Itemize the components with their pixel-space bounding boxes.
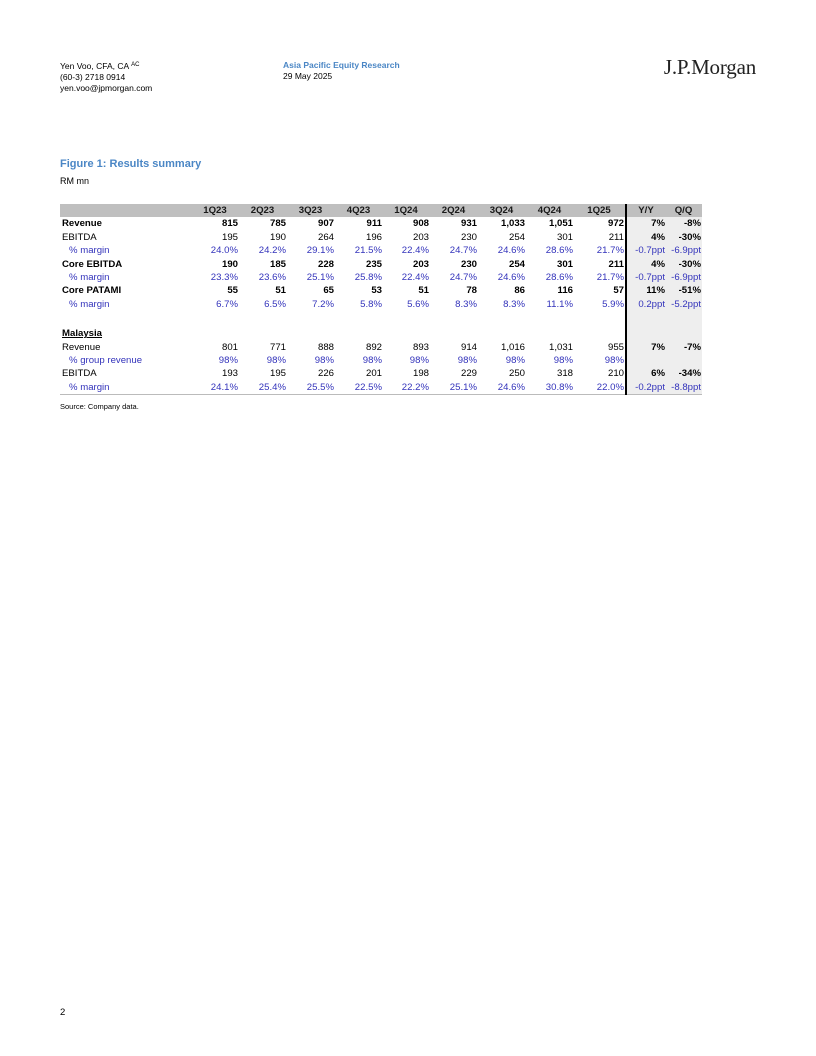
table-cell: -0.7ppt [626, 271, 666, 284]
table-cell: 21.7% [596, 272, 624, 284]
table-cell: 5.8% [360, 298, 382, 310]
table-cell: 57 [613, 285, 624, 297]
table-cell: 98% [266, 355, 286, 367]
table-cell: 98% [505, 355, 525, 367]
spacer-cell [383, 327, 430, 340]
table-cell [666, 354, 702, 367]
table-cell: 11.1% [546, 298, 573, 310]
table-row [60, 367, 702, 380]
table-cell [626, 354, 666, 367]
table-body [60, 217, 702, 394]
table-cell: 24.6% [497, 245, 525, 257]
table-cell: 98% [409, 355, 429, 367]
table-cell: 1,016 [500, 341, 525, 353]
table-cell: 21.7% [596, 245, 624, 257]
table-cell: 86 [514, 285, 525, 297]
row-label: Revenue [62, 218, 102, 230]
table-cell: 196 [365, 231, 382, 243]
table-row [60, 258, 702, 271]
row-label: % group revenue [69, 355, 143, 367]
spacer-cell [239, 311, 287, 327]
table-cell: -5.2ppt [666, 298, 702, 311]
table-cell: 955 [607, 341, 624, 353]
section-header-row [60, 327, 702, 340]
spacer-cell [666, 311, 702, 327]
table-cell: 4% [626, 231, 666, 244]
spacer-cell [383, 311, 430, 327]
table-cell: 25.1% [430, 381, 478, 395]
spacer-cell [430, 311, 478, 327]
spacer-cell [574, 311, 626, 327]
header-label-cell [60, 204, 192, 217]
table-cell: -51% [666, 284, 702, 297]
table-cell: 25.1% [306, 272, 334, 284]
table-cell: 6.7% [216, 298, 238, 310]
table-cell: -30% [666, 258, 702, 271]
table-cell: 301 [556, 231, 573, 243]
table-cell: 203 [412, 231, 429, 243]
spacer-cell [526, 327, 574, 340]
table-cell: 254 [508, 258, 525, 270]
table-cell: 911 [366, 218, 382, 230]
table-cell: 98% [314, 355, 334, 367]
table-cell: 11% [626, 284, 666, 297]
spacer-cell [287, 311, 335, 327]
table-cell: 21.5% [354, 245, 382, 257]
table-cell: 228 [317, 258, 334, 270]
report-date: 29 May 2025 [283, 71, 333, 81]
table-row [60, 298, 702, 311]
table-cell: 230 [460, 258, 477, 270]
table-row [60, 217, 702, 230]
col-header: Q/Q [666, 204, 702, 217]
section-title: Malaysia [62, 328, 103, 340]
table-cell: 907 [317, 218, 334, 230]
table-row [60, 231, 702, 244]
row-label: Core EBITDA [62, 258, 123, 270]
table-cell: -0.7ppt [626, 244, 666, 257]
table-cell: 22.2% [383, 381, 430, 395]
page-number: 2 [60, 1007, 66, 1018]
table-cell: 98% [457, 355, 477, 367]
table-cell: 22.4% [401, 245, 429, 257]
table-cell: -6.9ppt [666, 271, 702, 284]
row-label: EBITDA [62, 231, 97, 243]
table-row [60, 244, 702, 257]
table-cell: 22.0% [574, 381, 626, 395]
table-cell: 8.3% [455, 298, 477, 310]
table-cell: 5.6% [407, 298, 429, 310]
spacer-cell [192, 311, 239, 327]
table-cell: 211 [608, 231, 624, 243]
table-cell: 24.2% [258, 245, 286, 257]
spacer-cell [430, 327, 478, 340]
table-cell: -30% [666, 231, 702, 244]
table-cell: 185 [269, 258, 286, 270]
table-cell: 116 [557, 285, 573, 297]
table-cell: 211 [608, 258, 624, 270]
col-header: 3Q24 [478, 204, 526, 217]
table-cell: 201 [365, 368, 382, 380]
table-cell: 98% [218, 355, 238, 367]
col-header: 1Q25 [574, 204, 626, 217]
table-cell: -8% [666, 217, 702, 230]
table-cell: 23.3% [210, 272, 238, 284]
table-cell: 51 [275, 285, 286, 297]
table-cell: 24.7% [449, 245, 477, 257]
table-cell: 98% [604, 355, 624, 367]
spacer-cell [478, 327, 526, 340]
spacer-cell [335, 327, 383, 340]
table-cell: 195 [221, 231, 238, 243]
table-cell: 78 [466, 285, 477, 297]
spacer-cell [335, 311, 383, 327]
col-header: Y/Y [626, 204, 666, 217]
table-cell: 226 [317, 368, 334, 380]
table-cell: 0.2ppt [626, 298, 666, 311]
table-cell: 6.5% [264, 298, 286, 310]
table-cell: 210 [607, 368, 624, 380]
jpmorgan-logo: J.P.Morgan [663, 55, 756, 79]
author-block [60, 60, 152, 94]
table-cell: 23.6% [258, 272, 286, 284]
row-label: EBITDA [62, 368, 97, 380]
row-label: Revenue [62, 341, 101, 353]
table-cell: 24.6% [497, 272, 525, 284]
table-cell: 195 [269, 368, 286, 380]
table-cell: 98% [362, 355, 382, 367]
table-cell: -0.2ppt [626, 381, 666, 395]
table-cell: 318 [556, 368, 573, 380]
table-header-row [60, 204, 702, 217]
col-header: 3Q23 [287, 204, 335, 217]
spacer-cell [239, 327, 287, 340]
row-label: Core PATAMI [62, 285, 122, 297]
table-row [60, 341, 702, 354]
table-cell: 254 [508, 231, 525, 243]
table-cell: 301 [556, 258, 573, 270]
col-header: 2Q23 [239, 204, 287, 217]
table-cell: 6% [626, 367, 666, 380]
table-cell: 190 [269, 231, 286, 243]
table-cell: 914 [460, 341, 477, 353]
table-cell: 1,051 [548, 218, 573, 230]
table-cell: 7% [626, 217, 666, 230]
col-header: 1Q23 [192, 204, 239, 217]
table-cell: 28.6% [545, 245, 573, 257]
table-cell: 250 [508, 368, 525, 380]
figure-title: Figure 1: Results summary [60, 158, 202, 170]
table-cell: 22.5% [335, 381, 383, 395]
table-cell: 785 [269, 218, 286, 230]
table-cell: 28.6% [545, 272, 573, 284]
table-cell: -34% [666, 367, 702, 380]
table-cell: 65 [323, 285, 334, 297]
col-header: 1Q24 [383, 204, 430, 217]
table-cell: 235 [365, 258, 382, 270]
table-cell: 24.1% [192, 381, 239, 395]
spacer-cell [192, 327, 239, 340]
table-cell: 229 [460, 368, 477, 380]
spacer-cell [478, 311, 526, 327]
table-cell: 24.7% [449, 272, 477, 284]
spacer-cell [526, 311, 574, 327]
row-label: % margin [69, 272, 110, 284]
table-cell: 1,033 [500, 218, 525, 230]
table-cell: 5.9% [602, 298, 624, 310]
source-note: Source: Company data. [60, 402, 139, 411]
spacer-cell [287, 327, 335, 340]
table-cell: 22.4% [401, 272, 429, 284]
table-cell: 972 [607, 218, 624, 230]
table-cell: 24.0% [210, 245, 238, 257]
table-cell: 25.8% [354, 272, 382, 284]
table-cell: 8.3% [503, 298, 525, 310]
table-cell: 53 [371, 285, 382, 297]
spacer-row [60, 311, 702, 327]
table-cell: 25.4% [239, 381, 287, 395]
spacer-cell [626, 327, 666, 340]
table-cell: 888 [317, 341, 334, 353]
spacer-cell [60, 311, 192, 327]
author-name: Yen Voo, CFA, CA $^{AC}$ [60, 61, 140, 71]
spacer-cell [666, 327, 702, 340]
table-cell: 193 [221, 368, 238, 380]
table-cell: -8.8ppt [666, 381, 702, 395]
research-title: Asia Pacific Equity Research [283, 60, 400, 70]
spacer-cell [574, 327, 626, 340]
table-cell: 908 [412, 218, 429, 230]
table-cell: 203 [412, 258, 429, 270]
row-label: % margin [69, 245, 110, 257]
table-cell: 815 [221, 218, 238, 230]
author-phone: (60-3) 2718 0914 [60, 72, 126, 82]
table-cell: 801 [221, 341, 238, 353]
research-block [283, 60, 400, 82]
table-cell: 7% [626, 341, 666, 354]
author-email[interactable]: yen.voo@jpmorgan.com [60, 83, 153, 93]
table-row [60, 381, 702, 395]
table-cell: 893 [412, 341, 429, 353]
results-summary-table [60, 204, 702, 395]
table-cell: 1,031 [548, 341, 573, 353]
col-header: 4Q24 [526, 204, 574, 217]
spacer-cell [626, 311, 666, 327]
table-cell: 98% [553, 355, 573, 367]
table-cell: 264 [317, 231, 334, 243]
table-cell: 25.5% [287, 381, 335, 395]
table-cell: 892 [365, 341, 382, 353]
table-cell: 771 [269, 341, 286, 353]
table-cell: 198 [412, 368, 429, 380]
table-cell: 230 [460, 231, 477, 243]
table-cell: 190 [221, 258, 238, 270]
table-cell: 4% [626, 258, 666, 271]
table-cell: 29.1% [306, 245, 334, 257]
table-cell: 7.2% [312, 298, 334, 310]
table-row [60, 284, 702, 297]
table-cell: -7% [666, 341, 702, 354]
figure-subtitle: RM mn [60, 176, 89, 186]
table-cell: 931 [460, 218, 477, 230]
table-cell: 30.8% [526, 381, 574, 395]
table-cell: 55 [227, 285, 238, 297]
table-row [60, 354, 702, 367]
analyst-cert-mark: AC [131, 62, 140, 68]
col-header: 4Q23 [335, 204, 383, 217]
row-label: % margin [69, 298, 110, 310]
table-cell: 24.6% [478, 381, 526, 395]
table-cell: 51 [418, 285, 429, 297]
table-cell: -6.9ppt [666, 244, 702, 257]
col-header: 2Q24 [430, 204, 478, 217]
row-label: % margin [60, 381, 192, 395]
table-row [60, 271, 702, 284]
